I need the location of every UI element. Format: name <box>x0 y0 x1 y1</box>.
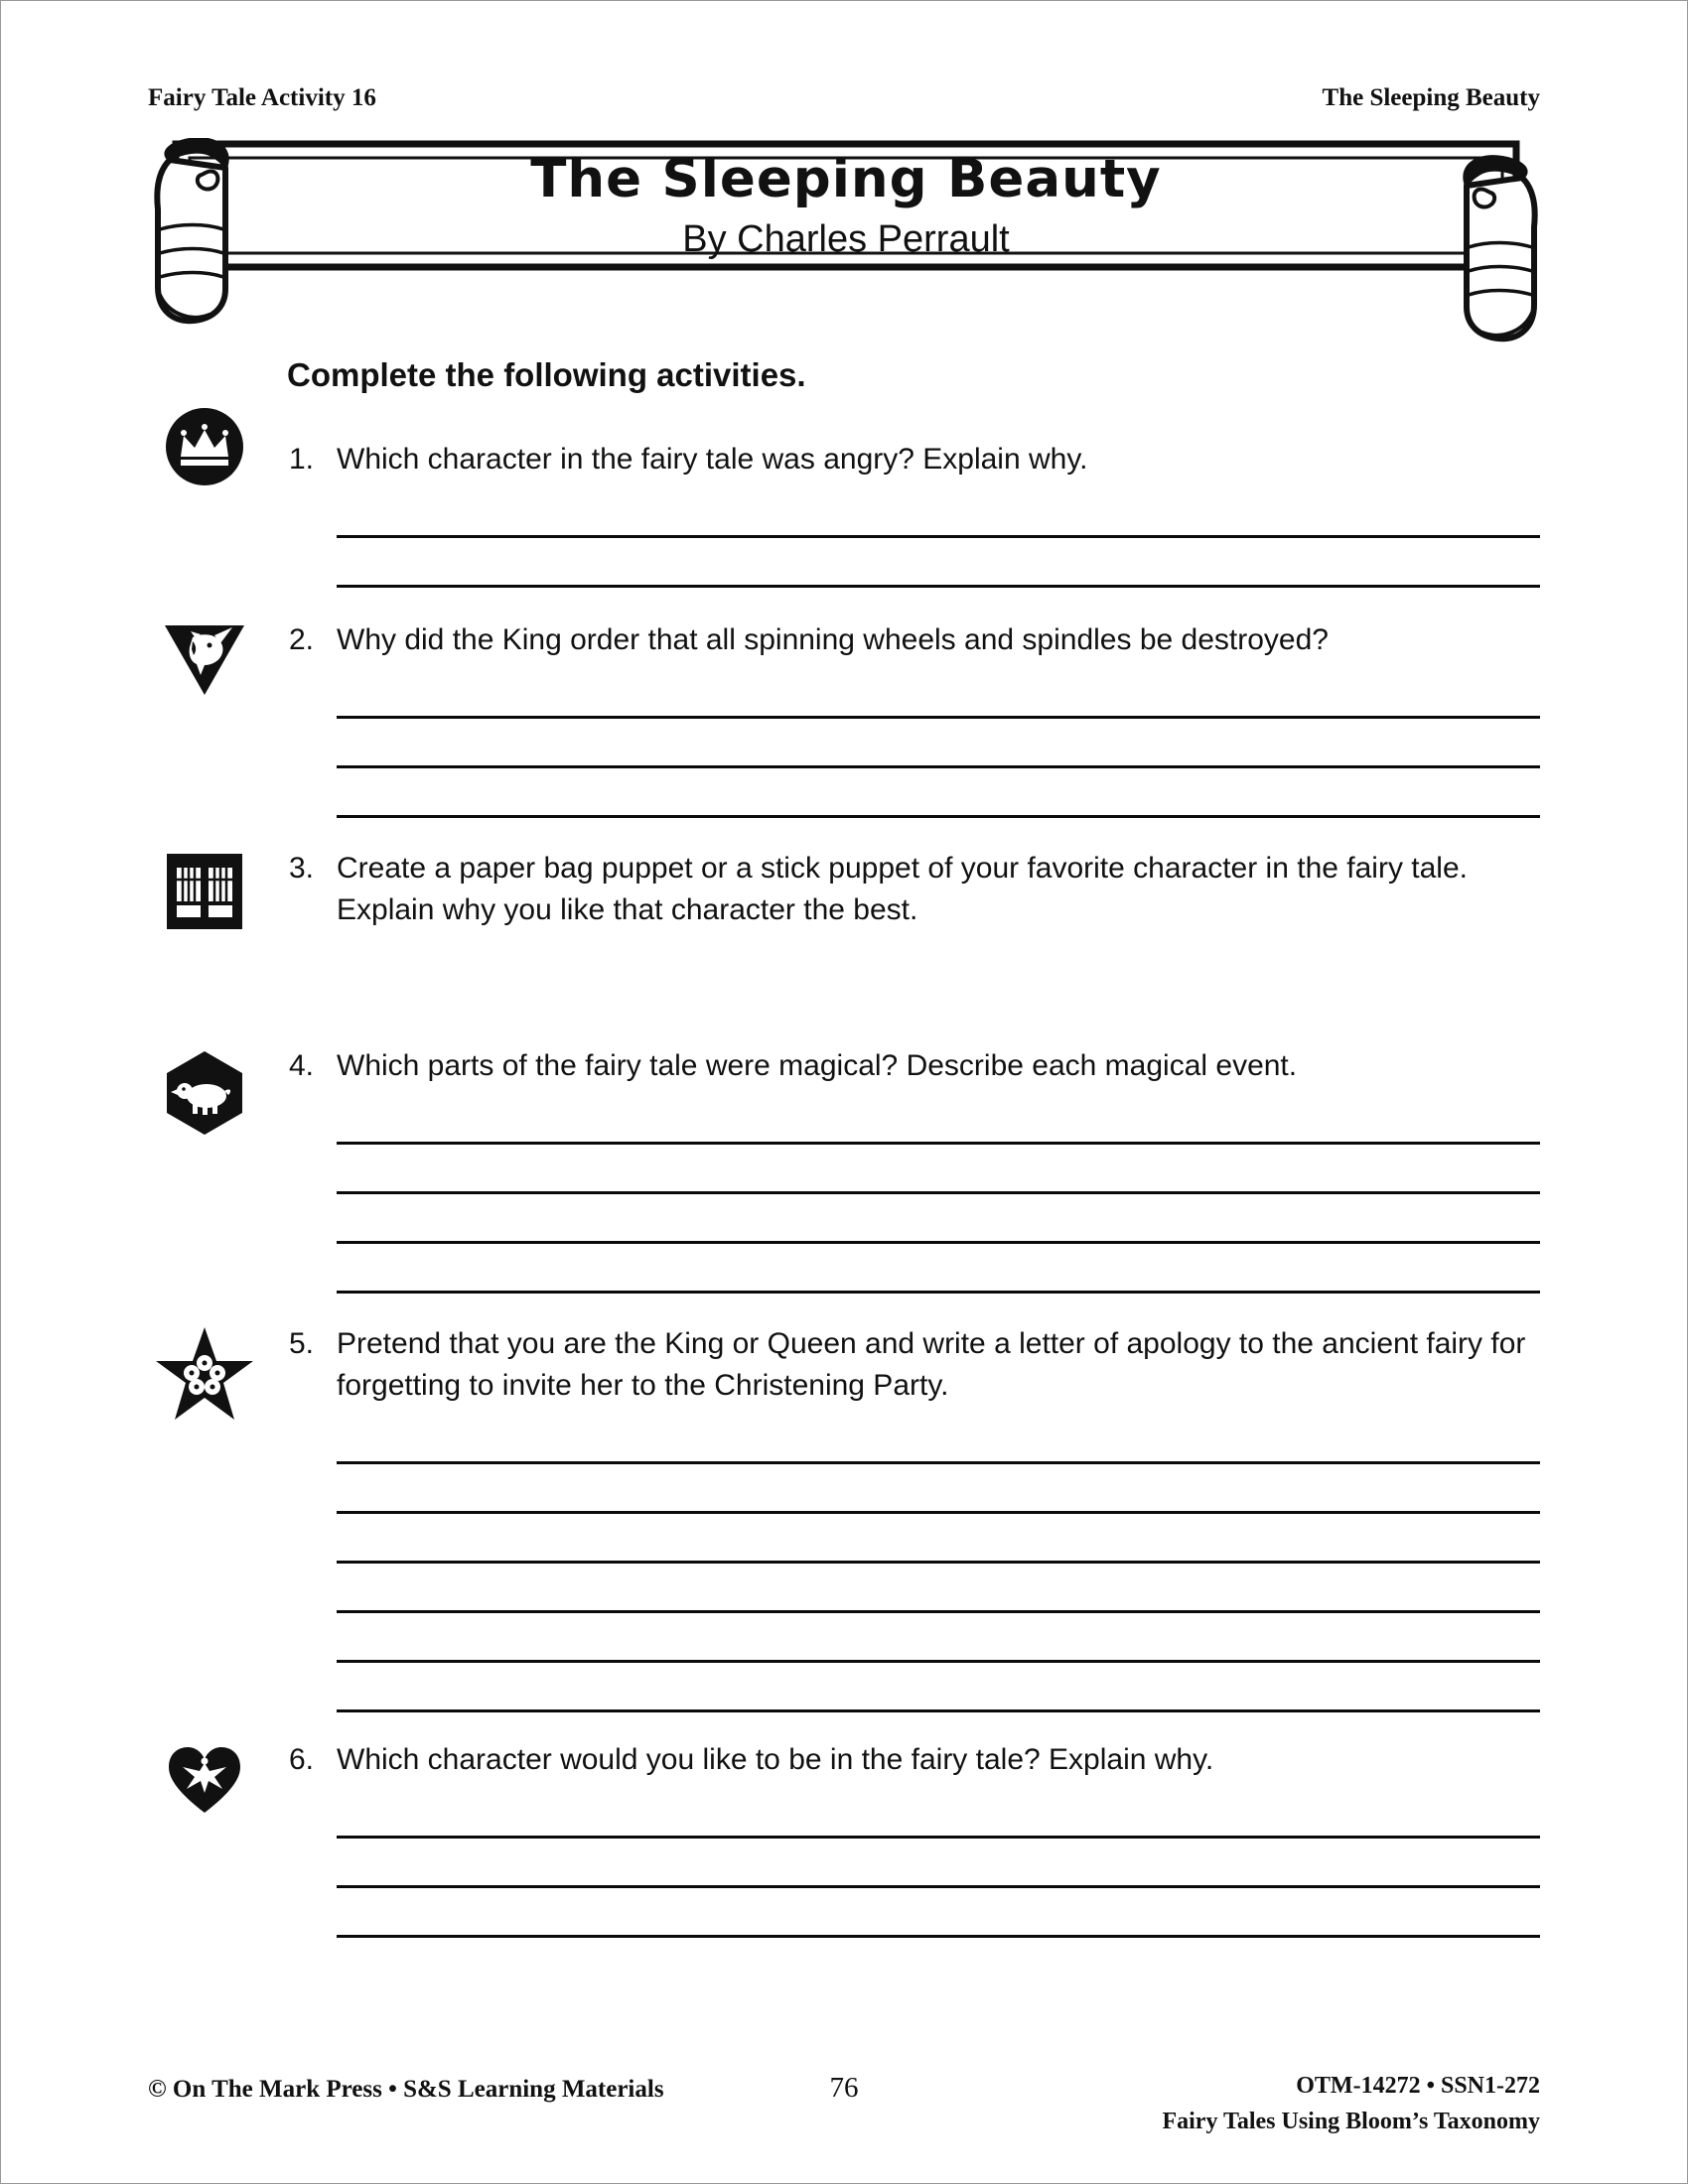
answer-line <box>337 1564 1540 1613</box>
story-title: The Sleeping Beauty <box>530 149 1162 209</box>
activity-row-2 <box>150 619 1542 818</box>
answer-line <box>337 1514 1540 1564</box>
answer-lines <box>337 1095 1540 1294</box>
answer-line <box>337 1613 1540 1663</box>
footer-code-line: OTM-14272 • SSN1-272 <box>1296 2073 1540 2099</box>
question-number: 2. <box>289 623 315 656</box>
activity-5-icon-cell <box>152 1327 257 1425</box>
question-number: 5. <box>289 1327 315 1360</box>
footer-series-line: Fairy Tales Using Bloom’s Taxonomy <box>1162 2109 1540 2134</box>
answer-line <box>337 538 1540 588</box>
answer-line <box>337 1145 1540 1194</box>
activity-6-icon-cell <box>152 1743 257 1815</box>
activity-1-icon-cell <box>152 405 257 488</box>
answer-lines <box>337 1789 1540 1938</box>
activity-row-6 <box>150 1739 1542 1938</box>
header-activity-label: Fairy Tale Activity 16 <box>148 84 376 111</box>
answer-line <box>337 1464 1540 1514</box>
header-story-label: The Sleeping Beauty <box>1322 84 1540 111</box>
footer-publisher: © On The Mark Press • S&S Learning Materials <box>148 2076 664 2103</box>
answer-line <box>337 719 1540 768</box>
answer-line <box>337 1194 1540 1244</box>
answer-line <box>337 1244 1540 1294</box>
answer-line <box>337 1789 1540 1839</box>
crown-icon <box>163 405 246 488</box>
banner-text <box>269 150 1423 260</box>
question-text: Which parts of the fairy tale were magical? Describe each magical event. <box>337 1049 1298 1082</box>
footer-codes <box>1162 2068 1540 2139</box>
title-banner <box>150 138 1542 348</box>
question-text: Why did the King order that all spinning wheels and spindles be destroyed? <box>337 623 1329 656</box>
page-number: 76 <box>829 2072 859 2104</box>
story-byline: By Charles Perrault <box>682 218 1010 260</box>
question-text: Which character would you like to be in the fairy tale? Explain why. <box>337 1743 1214 1776</box>
question-number: 3. <box>289 852 315 885</box>
star-flowers-icon <box>154 1327 255 1425</box>
question-number: 4. <box>289 1049 315 1082</box>
answer-line <box>337 1415 1540 1464</box>
activity-row-5 <box>150 1323 1542 1712</box>
question-number: 1. <box>289 443 315 476</box>
question-text: Create a paper bag puppet or a stick puppet of your favorite character in the fairy tale. Explain why you like that character the best. <box>337 852 1468 926</box>
activity-row-1 <box>150 439 1542 588</box>
activity-row-3 <box>150 848 1542 931</box>
scroll-right-curl <box>1465 157 1534 339</box>
question-number: 6. <box>289 1743 315 1776</box>
question-text: Pretend that you are the King or Queen and write a letter of apology to the ancient fairy for forgetting to invite her to the Christening Party. <box>337 1327 1526 1402</box>
answer-lines <box>337 669 1540 818</box>
answer-line <box>337 1663 1540 1712</box>
answer-line <box>337 768 1540 818</box>
answer-line <box>337 1839 1540 1888</box>
activity-4-icon-cell <box>152 1049 257 1137</box>
activity-2-icon-cell <box>152 623 257 697</box>
activity-row-4 <box>150 1045 1542 1294</box>
gauntlets-square-icon <box>165 852 244 931</box>
eagle-heart-icon <box>165 1743 244 1815</box>
instructions-heading: Complete the following activities. <box>287 356 806 393</box>
answer-lines <box>337 488 1540 588</box>
boar-hexagon-icon <box>165 1049 244 1137</box>
answer-line <box>337 669 1540 719</box>
unicorn-triangle-icon <box>163 623 246 697</box>
page-header <box>148 84 1540 112</box>
question-text: Which character in the fairy tale was angry? Explain why. <box>337 443 1088 476</box>
answer-line <box>337 1888 1540 1938</box>
answer-line <box>337 1095 1540 1145</box>
activity-3-icon-cell <box>152 852 257 931</box>
scroll-left-curl <box>157 139 226 321</box>
answer-lines <box>337 1415 1540 1712</box>
answer-line <box>337 488 1540 538</box>
